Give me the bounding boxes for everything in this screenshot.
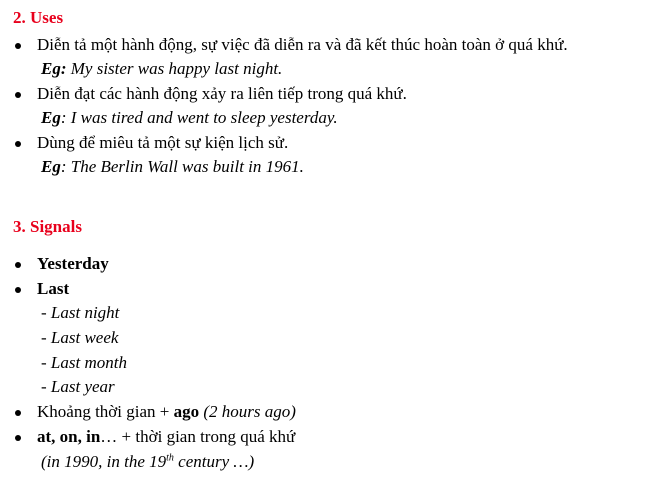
signal-ago [37,401,296,423]
uses-heading: 2. Uses [13,8,64,27]
example-label: Eg [41,108,61,127]
uses-item-2-example [41,107,338,129]
signal-yesterday: Yesterday [37,254,109,273]
example-prefix: (in 1990, in the 19 [41,452,167,471]
at-on-in-rest: … + thời gian trong quá khứ [100,427,296,446]
bullet-dot [15,92,21,98]
bullet-dot [15,141,21,147]
last-item: - Last year [41,377,115,396]
bullet-dot [15,262,21,268]
bullet-dot [15,410,21,416]
ago-word: ago [173,402,200,421]
ago-example: (2 hours ago) [199,402,296,421]
uses-item-2-text: Diễn đạt các hành động xảy ra liên tiếp trong quá khứ. [37,84,407,103]
example-text: My sister was happy last night. [66,59,283,78]
example-label: Eg [41,157,61,176]
bullet-dot [15,43,21,49]
example-suffix: century …) [173,452,255,471]
at-on-in-words: at, on, in [37,427,101,446]
last-item: - Last month [41,353,127,372]
bullet-dot [15,435,21,441]
uses-item-3-text: Dùng để miêu tả một sự kiện lịch sử. [37,133,289,152]
ago-prefix: Khoảng thời gian + [37,402,174,421]
uses-item-1-text: Diễn tả một hành động, sự việc đã diễn ra và đã kết thúc hoàn toàn ở quá khứ. [37,35,568,54]
example-text: : The Berlin Wall was built in 1961. [60,157,304,176]
example-text: : I was tired and went to sleep yesterday. [60,108,338,127]
signal-last: Last [37,279,70,298]
uses-item-1-example [41,58,282,80]
uses-item-3-example [41,156,304,178]
example-superscript: th [166,452,174,464]
bullet-dot [15,287,21,293]
example-label: Eg: [41,59,67,78]
signals-heading: 3. Signals [13,217,82,236]
at-on-in-example [41,451,254,473]
signal-at-on-in [37,426,295,448]
last-item: - Last week [41,328,119,347]
last-item: - Last night [41,303,120,322]
